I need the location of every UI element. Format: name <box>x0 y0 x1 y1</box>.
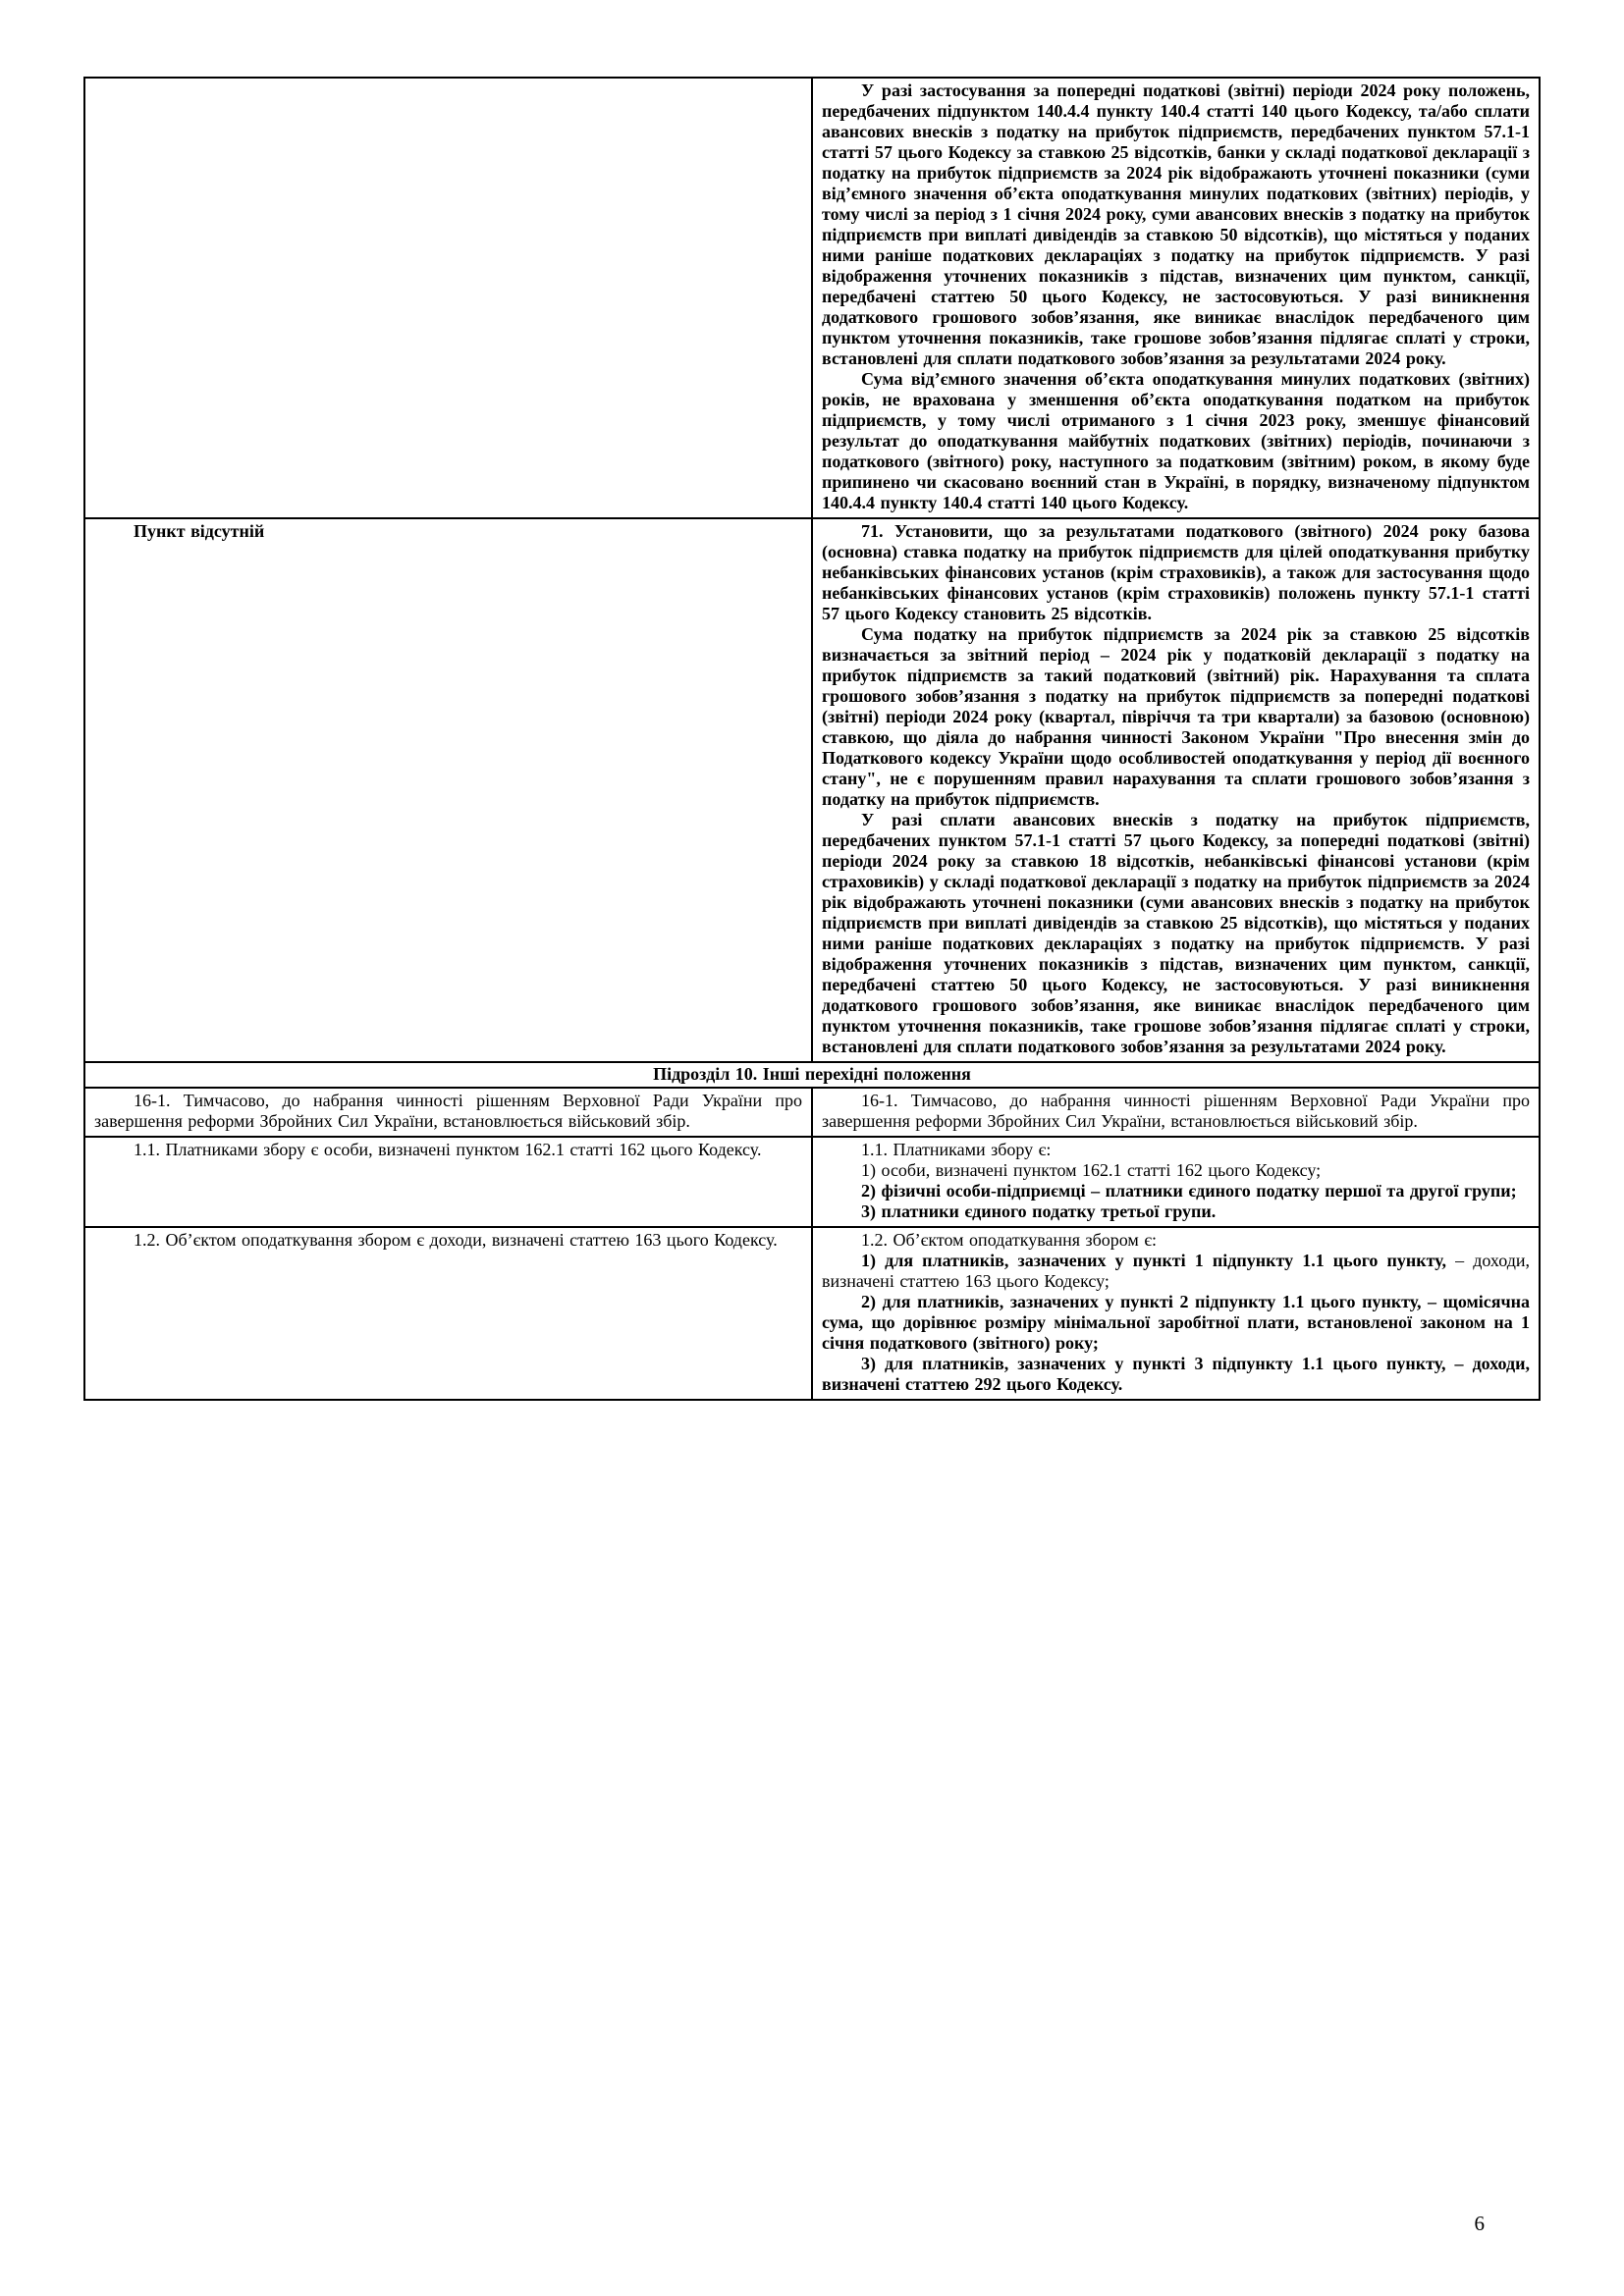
paragraph: 2) фізичні особи-підприємці – платники єдиного податку першої та другої групи; <box>861 1181 1517 1201</box>
paragraph: 1.2. Об’єктом оподаткування збором є: <box>861 1230 1158 1250</box>
table-row-1-1 <box>84 1137 1540 1227</box>
table-row-section-header <box>84 1062 1540 1088</box>
paragraph: 1.1. Платниками збору є особи, визначені пунктом 162.1 статті 162 цього Кодексу. <box>134 1140 762 1159</box>
paragraph: 71. Установити, що за результатами податкового (звітного) 2024 року базова (основна) ставка податку на прибуток підприємств для цілей оподаткування прибутку небанківських фінансових установ (крім страховиків), а також для застосування щодо небанківських фінансових установ (крім страховиків) положень пункту 57.1-1 статті 57 цього Кодексу становить 25 відсотків. <box>822 521 1530 623</box>
paragraph: 1.1. Платниками збору є: <box>861 1140 1052 1159</box>
old-version-cell <box>84 1088 812 1137</box>
old-version-cell <box>84 1227 812 1400</box>
paragraph: 1.2. Об’єктом оподаткування збором є доходи, визначені статтею 163 цього Кодексу. <box>134 1230 778 1250</box>
comparison-table <box>83 77 1541 1401</box>
paragraph: 16-1. Тимчасово, до набрання чинності рішенням Верховної Ради України про завершення реформи Збройних Сил України, встановлюється військовий збір. <box>94 1091 802 1131</box>
new-version-cell <box>812 1227 1540 1400</box>
paragraph-bold-segment: 1) для платників, зазначених у пункті 1 підпункту 1.1 цього пункту, <box>861 1251 1446 1270</box>
paragraph: 3) для платників, зазначених у пункті 3 підпункту 1.1 цього пункту, – доходи, визначені статтею 292 цього Кодексу. <box>822 1354 1530 1394</box>
table-row-1-2 <box>84 1227 1540 1400</box>
old-version-cell <box>84 518 812 1062</box>
paragraph: 16-1. Тимчасово, до набрання чинності рішенням Верховної Ради України про завершення реформи Збройних Сил України, встановлюється військовий збір. <box>822 1091 1530 1131</box>
paragraph: У разі застосування за попередні податкові (звітні) періоди 2024 року положень, передбачених підпунктом 140.4.4 пункту 140.4 статті 140 цього Кодексу, та/або сплати авансових внесків з податку на прибуток підприємств, передбачених пунктом 57.1-1 статті 57 цього Кодексу за ставкою 25 відсотків, банки у складі податкової декларації з податку на прибуток підприємств за 2024 рік відображають уточнені показники (суми від’ємного значення об’єкта оподаткування минулих податкових (звітних) періодів, у тому числі за період з 1 січня 2024 року, суми авансових внесків з податку на прибуток підприємств при виплаті дивідендів за ставкою 50 відсотків), що містяться у поданих ними раніше податкових деклараціях з податку на прибуток підприємств. У разі відображення уточнених показників з підстав, визначених цим пунктом, санкції, передбачені статтею 50 цього Кодексу, не застосовуються. У разі виникнення додаткового грошового зобов’язання, яке виникає внаслідок передбаченого цим пунктом уточнення показників, таке грошове зобов’язання підлягає сплаті у строки, встановлені для сплати податкового зобов’язання за результатами 2024 року. <box>822 80 1530 368</box>
new-version-cell <box>812 518 1540 1062</box>
paragraph <box>822 1251 1530 1292</box>
paragraph: 3) платники єдиного податку третьої групи. <box>861 1201 1217 1221</box>
new-version-cell <box>812 1137 1540 1227</box>
page-number: 6 <box>1474 2212 1485 2235</box>
new-version-cell <box>812 78 1540 518</box>
section-header-cell <box>84 1062 1540 1088</box>
paragraph-regular-segment: – доходи, визначені статтею 163 цього Кодексу; <box>822 1251 1530 1291</box>
paragraph: У разі сплати авансових внесків з податку на прибуток підприємств, передбачених пунктом 57.1-1 статті 57 цього Кодексу, за попередні податкові (звітні) періоди 2024 року за ставкою 18 відсотків, небанківські фінансові установи (крім страховиків) у складі податкової декларації з податку на прибуток підприємств за 2024 рік відображають уточнені показники (суми авансових внесків з податку на прибуток підприємств при виплаті дивідендів за ставкою 25 відсотків), що містяться у поданих ними раніше податкових деклараціях з податку на прибуток підприємств. У разі відображення уточнених показників з підстав, визначених цим пунктом, санкції, передбачені статтею 50 цього Кодексу, не застосовуються. У разі виникнення додаткового грошового зобов’язання, яке виникає внаслідок передбаченого цим пунктом уточнення показників, таке грошове зобов’язання підлягає сплаті у строки, встановлені для сплати податкового зобов’язання за результатами 2024 року. <box>822 810 1530 1056</box>
new-version-cell <box>812 1088 1540 1137</box>
paragraph: 1) особи, визначені пунктом 162.1 статті 162 цього Кодексу; <box>861 1160 1322 1180</box>
table-row-16-1 <box>84 1088 1540 1137</box>
old-version-cell <box>84 1137 812 1227</box>
table-row-point-71 <box>84 518 1540 1062</box>
old-version-cell-empty <box>84 78 812 518</box>
section-header-title: Підрозділ 10. Інші перехідні положення <box>653 1064 971 1084</box>
paragraph: Сума від’ємного значення об’єкта оподаткування минулих податкових (звітних) років, не врахована у зменшення об’єкта оподаткування податком на прибуток підприємств, у тому числі отриманого з 1 січня 2023 року, зменшує фінансовий результат до оподаткування майбутніх податкових (звітних) періодів, починаючи з податкового (звітного) року, наступного за податковим (звітним) роком, в якому буде припинено чи скасовано воєнний стан в Україні, в порядку, визначеному підпунктом 140.4.4 пункту 140.4 статті 140 цього Кодексу. <box>822 369 1530 512</box>
paragraph: 2) для платників, зазначених у пункті 2 підпункту 1.1 цього пункту, – щомісячна сума, що дорівнює розміру мінімальної заробітної плати, встановленої законом на 1 січня податкового (звітного) року; <box>822 1292 1530 1353</box>
table-row-continuation <box>84 78 1540 518</box>
paragraph: Сума податку на прибуток підприємств за 2024 рік за ставкою 25 відсотків визначається за звітний період – 2024 рік у податковій декларації з податку на прибуток підприємств за такий податковий (звітний) рік. Нарахування та сплата грошового зобов’язання з податку на прибуток підприємств за попередні податкові (звітні) періоди 2024 року (квартал, півріччя та три квартали) за базовою (основною) ставкою, що діяла до набрання чинності Законом України "Про внесення змін до Податкового кодексу України щодо особливостей оподаткування у період дії воєнного стану", не є порушенням правил нарахування та сплати грошового зобов’язання з податку на прибуток підприємств. <box>822 624 1530 809</box>
absent-point-label: Пункт відсутній <box>134 521 265 541</box>
